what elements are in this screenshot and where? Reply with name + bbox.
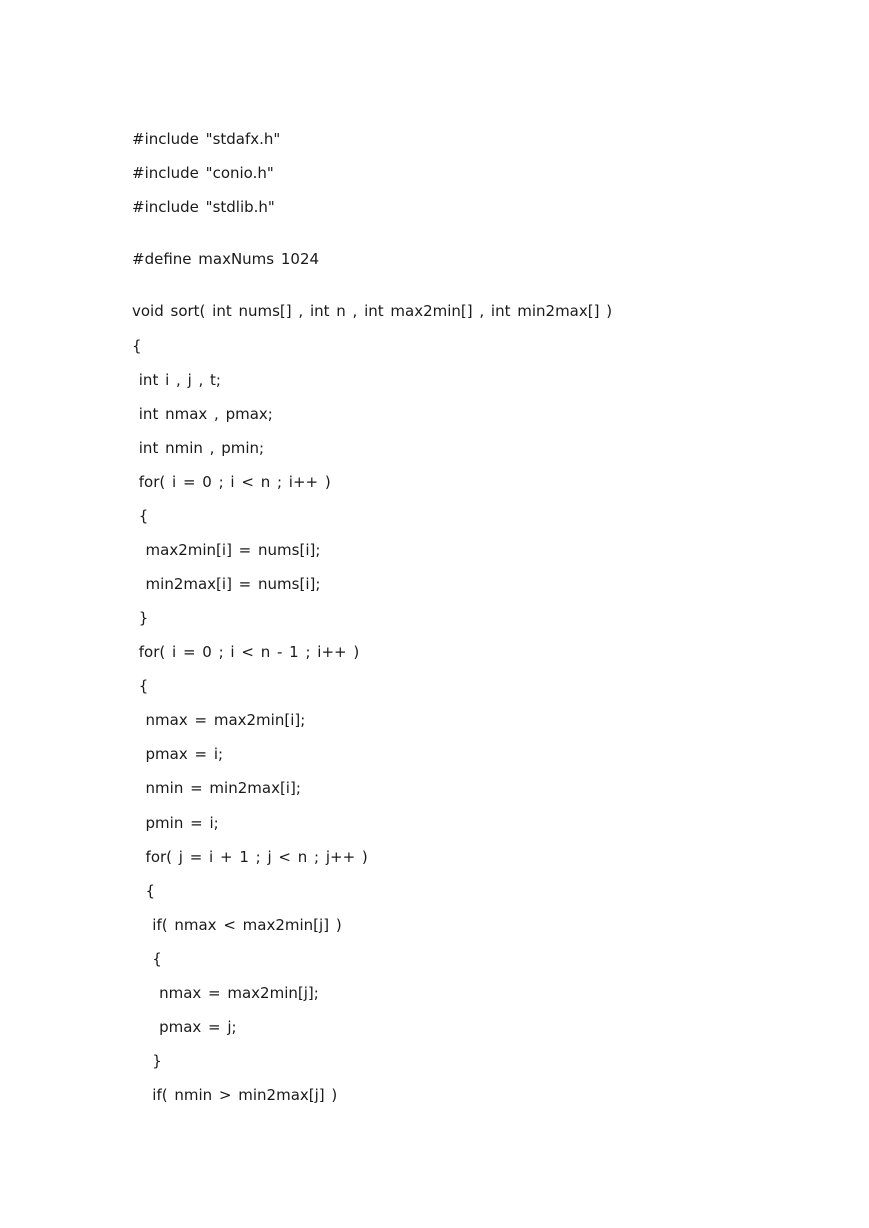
code-line: nmax = max2min[i]; [132, 711, 306, 729]
code-line: max2min[i] = nums[i]; [132, 541, 321, 559]
code-line: for( i = 0 ; i < n - 1 ; i++ ) [132, 643, 360, 661]
code-line: #include "conio.h" [132, 164, 274, 182]
code-line: nmax = max2min[j]; [132, 984, 319, 1002]
code-line: if( nmax < max2min[j] ) [132, 916, 342, 934]
code-line: #define maxNums 1024 [132, 250, 320, 268]
code-line: #include "stdlib.h" [132, 198, 275, 216]
code-line: { [132, 507, 149, 525]
code-line: nmin = min2max[i]; [132, 779, 301, 797]
code-line: min2max[i] = nums[i]; [132, 575, 321, 593]
code-line: #include "stdafx.h" [132, 130, 281, 148]
code-line: { [132, 337, 142, 355]
code-line: { [132, 950, 162, 968]
code-line: } [132, 609, 149, 627]
code-line: void sort( int nums[] , int n , int max2min[] , int min2max[] ) [132, 302, 613, 320]
code-line: { [132, 677, 149, 695]
code-line: pmin = i; [132, 814, 219, 832]
code-line: int nmin , pmin; [132, 439, 265, 457]
code-line: } [132, 1052, 162, 1070]
code-line: int nmax , pmax; [132, 405, 273, 423]
code-line: int i , j , t; [132, 371, 221, 389]
code-line: pmax = j; [132, 1018, 237, 1036]
code-line: for( j = i + 1 ; j < n ; j++ ) [132, 848, 368, 866]
code-line: pmax = i; [132, 745, 224, 763]
code-line: for( i = 0 ; i < n ; i++ ) [132, 473, 331, 491]
code-line: { [132, 882, 156, 900]
code-line: if( nmin > min2max[j] ) [132, 1086, 338, 1104]
